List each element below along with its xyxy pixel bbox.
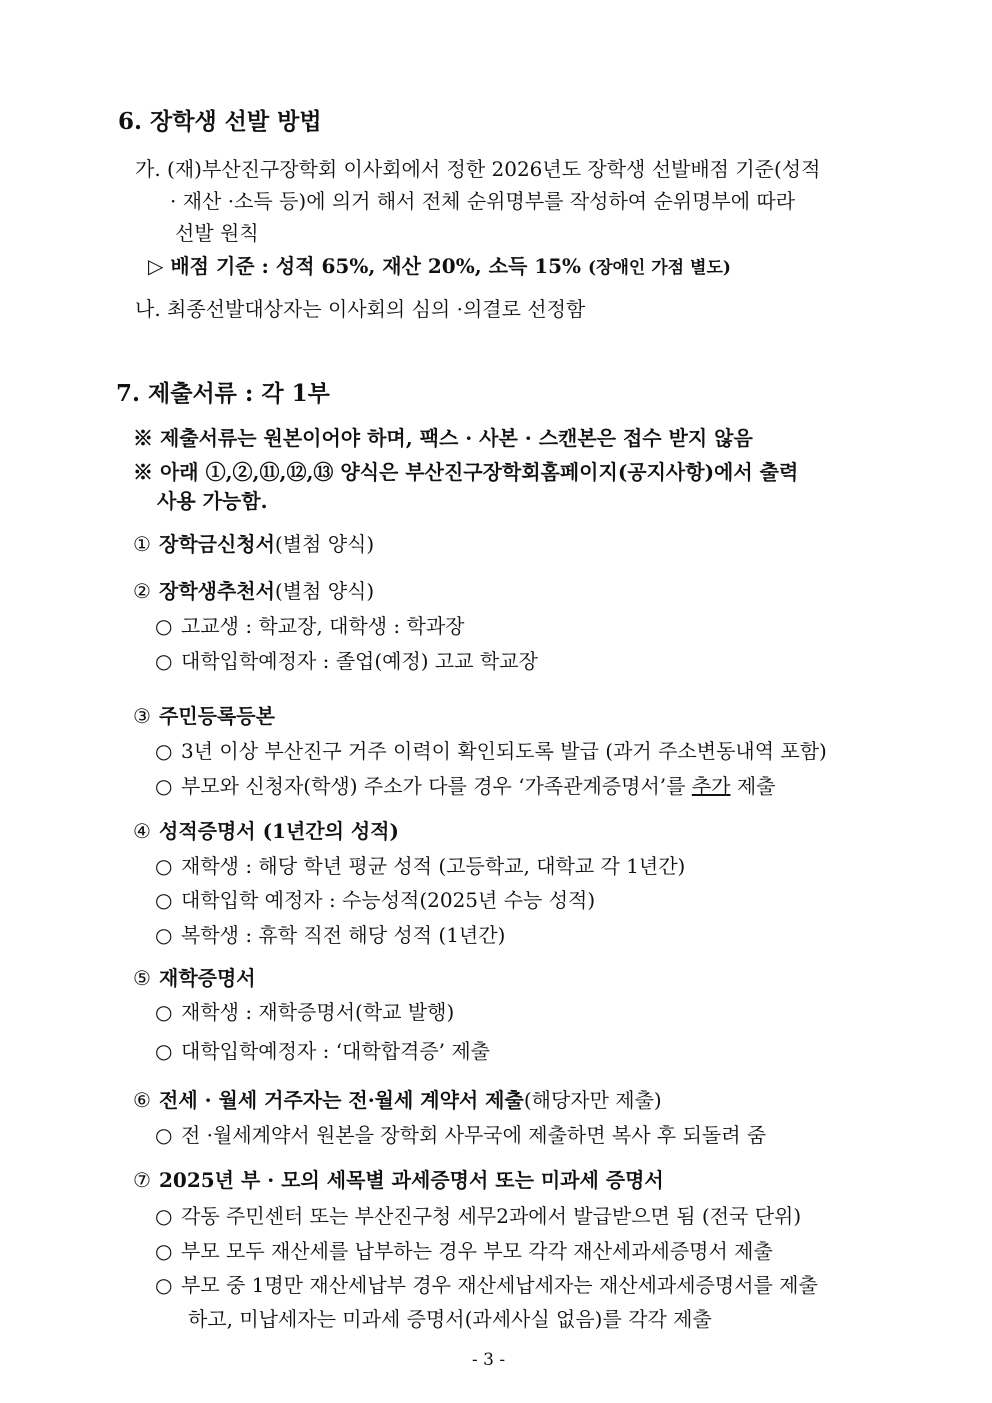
item2-sub2 [155,647,538,675]
item2-number: ② [133,579,151,603]
item2-sub2-text: 대학입학예정자 : 졸업(예정) 고교 학교장 [181,649,538,673]
item7-heading [133,1166,664,1194]
item3-sub1 [155,737,827,765]
item6-name: 전세 · 월세 거주자는 전·월세 계약서 제출 [159,1088,524,1112]
item5-number: ⑤ [133,966,151,990]
item5-name: 재학증명서 [159,966,256,990]
item4-heading [133,817,399,845]
item6-heading [133,1086,662,1114]
item1-heading [133,530,374,558]
item4-sub3 [155,921,505,949]
item5-sub2 [155,1037,490,1065]
item2-heading [133,577,374,605]
item6-sub1 [155,1121,766,1149]
item3-name: 주민등록등본 [159,704,275,728]
bullet-icon: ○ [155,923,173,947]
item1-number: ① [133,532,151,556]
item7-number: ⑦ [133,1168,151,1192]
item3-heading [133,702,275,730]
section6-criteria [148,252,731,282]
bullet-icon: ○ [155,1204,173,1228]
page-number: - 3 - [472,1350,506,1370]
item3-sub2-underlined: 추가 [691,774,731,798]
item5-heading [133,964,256,992]
section6-ga-line2: · 재산 ·소득 등)에 의거 해서 전체 순위명부를 작성하여 순위명부에 따라 [170,189,796,213]
section6-ga-line1: 가. (재)부산진구장학회 이사회에서 정한 2026년도 장학생 선발배점 기준(성적 [135,157,821,181]
item2-sub1 [155,612,464,640]
item3-number: ③ [133,704,151,728]
item7-sub3-continuation: 하고, 미납세자는 미과세 증명서(과세사실 없음)를 각각 제출 [188,1307,712,1331]
item7-sub1 [155,1202,801,1230]
section7-note1: ※ 제출서류는 원본이어야 하며, 팩스 · 사본 · 스캔본은 접수 받지 않음 [133,426,753,450]
item2-name: 장학생추천서 [159,579,275,603]
item5-sub2-text: 대학입학예정자 : ‘대학합격증’ 제출 [181,1039,491,1063]
bullet-icon: ○ [155,1239,173,1263]
bullet-icon: ○ [155,774,173,798]
section7-note2-line1: ※ 아래 ①,②,⑪,⑫,⑬ 양식은 부산진구장학회홈페이지(공지사항)에서 출력 [133,460,799,484]
item3-sub2-end: 제출 [730,774,776,798]
item7-sub2-text: 부모 모두 재산세를 납부하는 경우 부모 각각 재산세과세증명서 제출 [181,1239,773,1263]
criteria-note: (장애인 가점 별도) [588,258,731,278]
item5-sub1 [155,998,454,1026]
bullet-icon: ○ [155,614,173,638]
item4-sub1 [155,852,685,880]
item1-name: 장학금신청서 [159,532,275,556]
item6-suffix: (해당자만 제출) [523,1088,662,1112]
item7-sub3 [155,1271,818,1299]
item7-sub2 [155,1237,773,1265]
bullet-icon: ○ [155,888,173,912]
item1-suffix: (별첨 양식) [274,532,375,556]
item6-sub1-text: 전 ·월세계약서 원본을 장학회 사무국에 제출하면 복사 후 되돌려 줌 [181,1123,767,1147]
bullet-icon: ○ [155,1123,173,1147]
bullet-icon: ○ [155,1273,173,1297]
section6-title: 6. 장학생 선발 방법 [118,108,322,135]
item4-sub3-text: 복학생 : 휴학 직전 해당 성적 (1년간) [181,923,506,947]
criteria-main: ▷ 배점 기준 : 성적 65%, 재산 20%, 소득 15% [148,254,589,278]
item7-sub3-text: 부모 중 1명만 재산세납부 경우 재산세납세자는 재산세과세증명서를 제출 [181,1273,818,1297]
item3-sub1-text: 3년 이상 부산진구 거주 이력이 확인되도록 발급 (과거 주소변동내역 포함) [181,739,827,763]
item4-sub1-text: 재학생 : 해당 학년 평균 성적 (고등학교, 대학교 각 1년간) [181,854,686,878]
item4-sub2 [155,886,595,914]
bullet-icon: ○ [155,854,173,878]
bullet-icon: ○ [155,1000,173,1024]
section6-ga-line3: 선발 원칙 [175,221,259,245]
bullet-icon: ○ [155,1039,173,1063]
section7-title: 7. 제출서류 : 각 1부 [116,380,330,407]
item5-sub1-text: 재학생 : 재학증명서(학교 발행) [181,1000,455,1024]
item2-suffix: (별첨 양식) [274,579,375,603]
item3-sub2 [155,772,775,800]
item7-sub1-text: 각동 주민센터 또는 부산진구청 세무2과에서 발급받으면 됨 (전국 단위) [181,1204,802,1228]
item4-number: ④ [133,819,151,843]
item4-sub2-text: 대학입학 예정자 : 수능성적(2025년 수능 성적) [181,888,596,912]
section6-na: 나. 최종선발대상자는 이사회의 심의 ·의결로 선정함 [135,297,586,321]
item6-number: ⑥ [133,1088,151,1112]
section7-note2-line2: 사용 가능함. [157,489,268,513]
bullet-icon: ○ [155,649,173,673]
item7-name: 2025년 부 · 모의 세목별 과세증명서 또는 미과세 증명서 [159,1168,664,1192]
item3-sub2-text: 부모와 신청자(학생) 주소가 다를 경우 ‘가족관계증명서’를 [181,774,692,798]
item4-name: 성적증명서 (1년간의 성적) [159,819,399,843]
bullet-icon: ○ [155,739,173,763]
item2-sub1-text: 고교생 : 학교장, 대학생 : 학과장 [181,614,465,638]
